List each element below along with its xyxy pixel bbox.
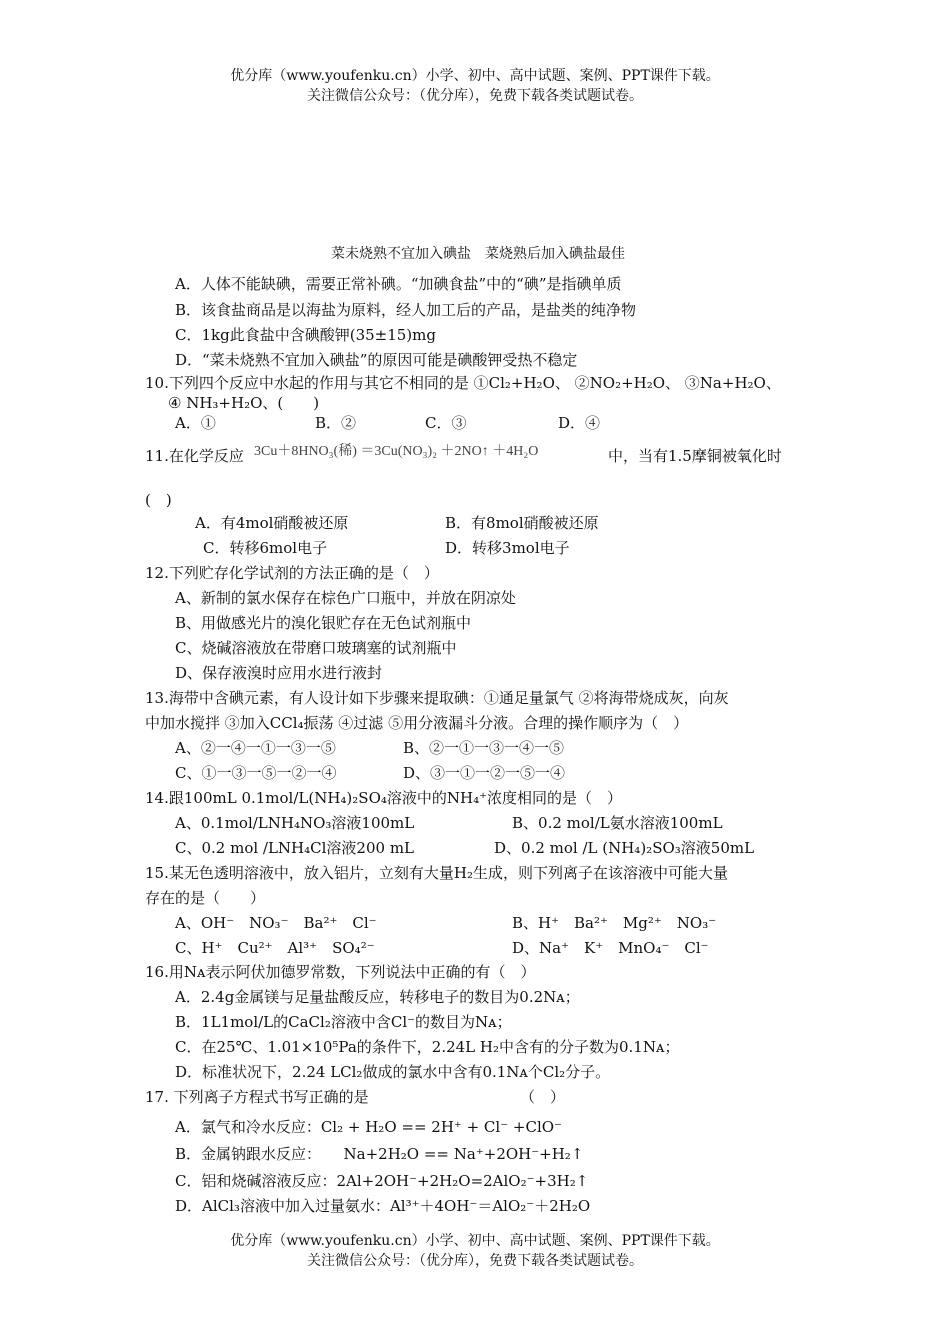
q14-option-b: B、0.2 mol/L氨水溶液100mL (512, 814, 723, 832)
q11-option-b: B．有8mol硝酸被还原 (445, 514, 599, 532)
q14-option-c: C、0.2 mol /LNH₄Cl溶液200 mL (175, 839, 415, 857)
q17-option-d: D．AlCl₃溶液中加入过量氨水：Al³⁺＋4OH⁻＝AlO₂⁻＋2H₂O (175, 1197, 591, 1215)
q10-option-d: D．④ (558, 414, 601, 432)
q16-option-a: A．2.4g金属镁与足量盐酸反应，转移电子的数目为0.2Nᴀ； (175, 988, 580, 1006)
q14-stem: 14.跟100mL 0.1mol/L(NH₄)₂SO₄溶液中的NH₄⁺浓度相同的是（ ） (145, 789, 623, 807)
q11-option-c: C．转移6mol电子 (203, 539, 328, 557)
q15-option-c: C、H⁺ Cu²⁺ Al³⁺ SO₄²⁻ (175, 939, 375, 957)
header-line-2: 关注微信公众号：（优分库），免费下载各类试题试卷。 (307, 88, 643, 104)
q13-option-c: C、①一③一⑤一②一④ (175, 764, 337, 782)
q16-stem: 16.用Nᴀ表示阿伏加德罗常数，下列说法中正确的有（ ） (145, 963, 536, 981)
q17-option-c: C．铝和烧碱溶液反应：2Al+2OH⁻+2H₂O=2AlO₂⁻+3H₂↑ (175, 1172, 589, 1190)
q15-stem-line-2: 存在的是（ ） (145, 889, 266, 907)
q14-option-a: A、0.1mol/LNH₄NO₃溶液100mL (175, 814, 415, 832)
q9-option-c: C．1kg此食盐中含碘酸钾(35±15)mg (175, 326, 436, 344)
q12-option-c: C、烧碱溶液放在带磨口玻璃塞的试剂瓶中 (175, 639, 457, 657)
q10-stem: 10.下列四个反应中水起的作用与其它不相同的是 ①Cl₂+H₂O、 ②NO₂+H₂O、 ③Na+H₂O、 (145, 374, 781, 392)
q16-option-d: D．标准状况下，2.24 LCl₂做成的氯水中含有0.1Nᴀ个Cl₂分子。 (175, 1063, 611, 1081)
q15-stem: 15.某无色透明溶液中，放入铝片，立刻有大量H₂生成，则下列离子在该溶液中可能大量 (145, 864, 728, 882)
q10-option-c: C．③ (425, 414, 467, 432)
q15-option-d: D、Na⁺ K⁺ MnO₄⁻ Cl⁻ (512, 939, 709, 957)
q11-answer-paren: ( ) (145, 491, 172, 509)
q13-stem-line-2: 中加水搅拌 ③加入CCl₄振荡 ④过滤 ⑤用分液漏斗分液。合理的操作顺序为（ ） (145, 714, 689, 732)
q15-option-b: B、H⁺ Ba²⁺ Mg²⁺ NO₃⁻ (512, 914, 717, 932)
q13-option-d: D、③一①一②一⑤一④ (403, 764, 566, 782)
footer-line-2: 关注微信公众号：（优分库），免费下载各类试题试卷。 (307, 1253, 643, 1269)
q11-option-d: D．转移3mol电子 (445, 539, 570, 557)
q13-option-a: A、②一④一①一③一⑤ (175, 739, 336, 757)
q13-option-b: B、②一①一③一④一⑤ (403, 739, 565, 757)
q14-option-d: D、0.2 mol /L (NH₄)₂SO₃溶液50mL (494, 839, 755, 857)
q17-option-a: A．氯气和冷水反应：Cl₂ + H₂O == 2H⁺ + Cl⁻ +ClO⁻ (175, 1118, 562, 1136)
footer-line-1: 优分库（www.youfenku.cn）小学、初中、高中试题、案例、PPT课件下载。 (230, 1233, 720, 1249)
q12-option-d: D、保存液溴时应用水进行液封 (175, 664, 383, 682)
q10-stem-line-2: ④ NH₃+H₂O、( ) (168, 394, 320, 412)
header-line-1: 优分库（www.youfenku.cn）小学、初中、高中试题、案例、PPT课件下载。 (230, 68, 720, 84)
q17-answer-paren: （ ） (520, 1088, 566, 1106)
q11-option-a: A．有4mol硝酸被还原 (195, 514, 349, 532)
q9-option-b: B．该食盐商品是以海盐为原料，经人加工后的产品，是盐类的纯净物 (175, 301, 637, 319)
q12-stem: 12.下列贮存化学试剂的方法正确的是（ ） (145, 564, 439, 582)
q9-option-a: A．人体不能缺碘，需要正常补碘。“加碘食盐”中的“碘”是指碘单质 (175, 275, 622, 293)
q11-stem-suffix: 中，当有1.5摩铜被氧化时 (608, 447, 782, 465)
q16-option-b: B．1L1mol/L的CaCl₂溶液中含Cl⁻的数目为Nᴀ； (175, 1013, 512, 1031)
q11-stem-prefix: 11.在化学反应 (145, 447, 244, 465)
q15-option-a: A、OH⁻ NO₃⁻ Ba²⁺ Cl⁻ (175, 914, 377, 932)
q16-option-c: C．在25℃、1.01×10⁵Pa的条件下，2.24L H₂中含有的分子数为0.1Nᴀ； (175, 1038, 680, 1056)
q17-option-b: B．金属钠跟水反应： Na+2H₂O == Na⁺+2OH⁻+H₂↑ (175, 1145, 584, 1163)
q10-option-a: A．① (175, 414, 216, 432)
q13-stem: 13.海带中含碘元素，有人设计如下步骤来提取碘：①通足量氯气 ②将海带烧成灰，向灰 (145, 689, 729, 707)
q10-option-b: B．② (315, 414, 357, 432)
q12-option-a: A、新制的氯水保存在棕色广口瓶中，并放在阴凉处 (175, 589, 516, 607)
q11-reaction-formula: 3Cu＋8HNO₃(稀) ＝3Cu(NO₃)₂ ＋2NO↑ ＋4H₂O (254, 444, 539, 459)
salt-label-note: 菜未烧熟不宜加入碘盐 菜烧熟后加入碘盐最佳 (331, 246, 625, 262)
q12-option-b: B、用做感光片的溴化银贮存在无色试剂瓶中 (175, 614, 472, 632)
q17-stem: 17. 下列离子方程式书写正确的是 (145, 1088, 369, 1106)
q9-option-d: D．“菜未烧熟不宜加入碘盐”的原因可能是碘酸钾受热不稳定 (175, 351, 578, 369)
